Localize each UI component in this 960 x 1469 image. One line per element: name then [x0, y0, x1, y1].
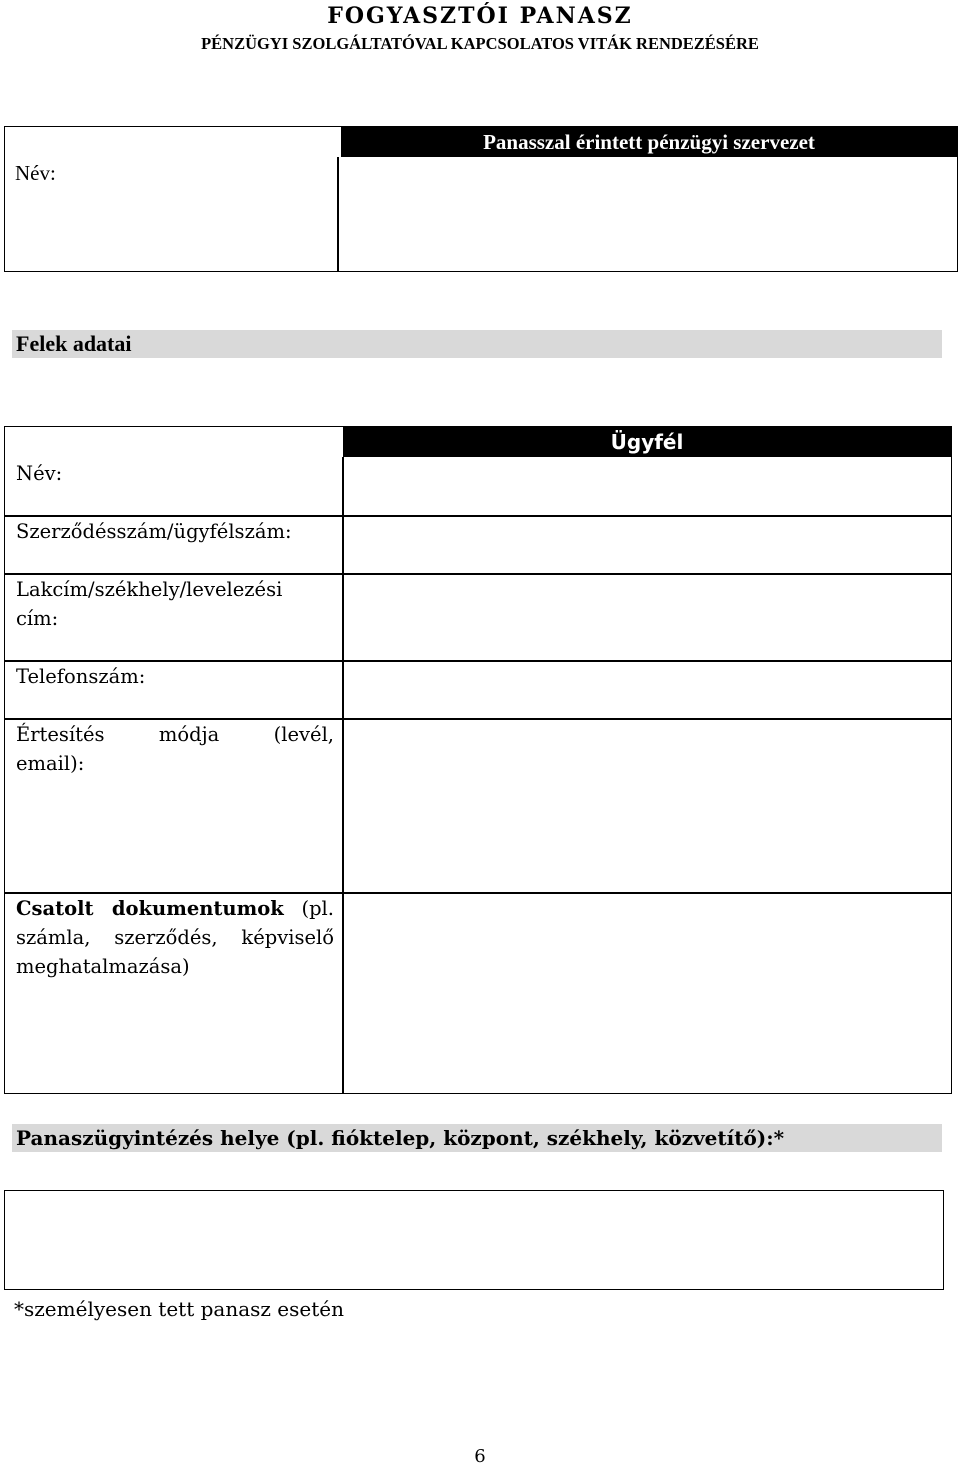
attached-documents-label-line1 — [16, 894, 334, 923]
notification-method-label — [16, 720, 334, 778]
client-table-heading: Ügyfél — [343, 427, 951, 457]
organization-name-label: Név: — [15, 161, 56, 185]
phone-field[interactable] — [344, 662, 951, 718]
client-name-field[interactable] — [344, 459, 951, 515]
footnote: *személyesen tett panasz esetén — [14, 1297, 344, 1321]
address-label-line1: Lakcím/székhely/levelezési — [16, 578, 283, 601]
address-label-line2: cím: — [16, 607, 59, 630]
address-field[interactable] — [344, 575, 951, 660]
attached-documents-label-rest: (pl. — [301, 897, 334, 920]
contract-number-field[interactable] — [344, 517, 951, 573]
form-subtitle: PÉNZÜGYI SZOLGÁLTATÓVAL KAPCSOLATOS VITÁK RENDEZÉSÉRE — [201, 34, 759, 53]
phone-label: Telefonszám: — [16, 665, 146, 688]
client-name-label: Név: — [16, 462, 63, 485]
notification-method-label-line1: Értesítés módja (levél, — [16, 723, 334, 746]
attached-documents-label-line3: meghatalmazása) — [16, 955, 190, 978]
organization-table — [4, 126, 958, 272]
attached-documents-label-bold: Csatolt dokumentumok — [16, 897, 284, 920]
notification-method-label-line2: email): — [16, 752, 85, 775]
page-number: 6 — [474, 1446, 486, 1467]
address-label — [16, 575, 334, 633]
complaint-place-field[interactable] — [4, 1190, 944, 1290]
parties-section-heading: Felek adatai — [12, 330, 942, 358]
notification-method-field[interactable] — [344, 720, 951, 892]
organization-table-heading: Panasszal érintett pénzügyi szervezet — [341, 127, 957, 157]
attached-documents-field[interactable] — [344, 894, 951, 1093]
form-title: FOGYASZTÓI PANASZ — [327, 3, 633, 29]
complaint-place-heading: Panaszügyintézés helye (pl. fióktelep, központ, székhely, közvetítő):* — [12, 1124, 942, 1152]
attached-documents-label-line2: számla, szerződés, képviselő — [16, 926, 334, 949]
organization-name-field[interactable] — [339, 159, 957, 271]
attached-documents-label — [16, 894, 334, 981]
client-table — [4, 426, 952, 1094]
contract-number-label: Szerződésszám/ügyfélszám: — [16, 520, 292, 543]
